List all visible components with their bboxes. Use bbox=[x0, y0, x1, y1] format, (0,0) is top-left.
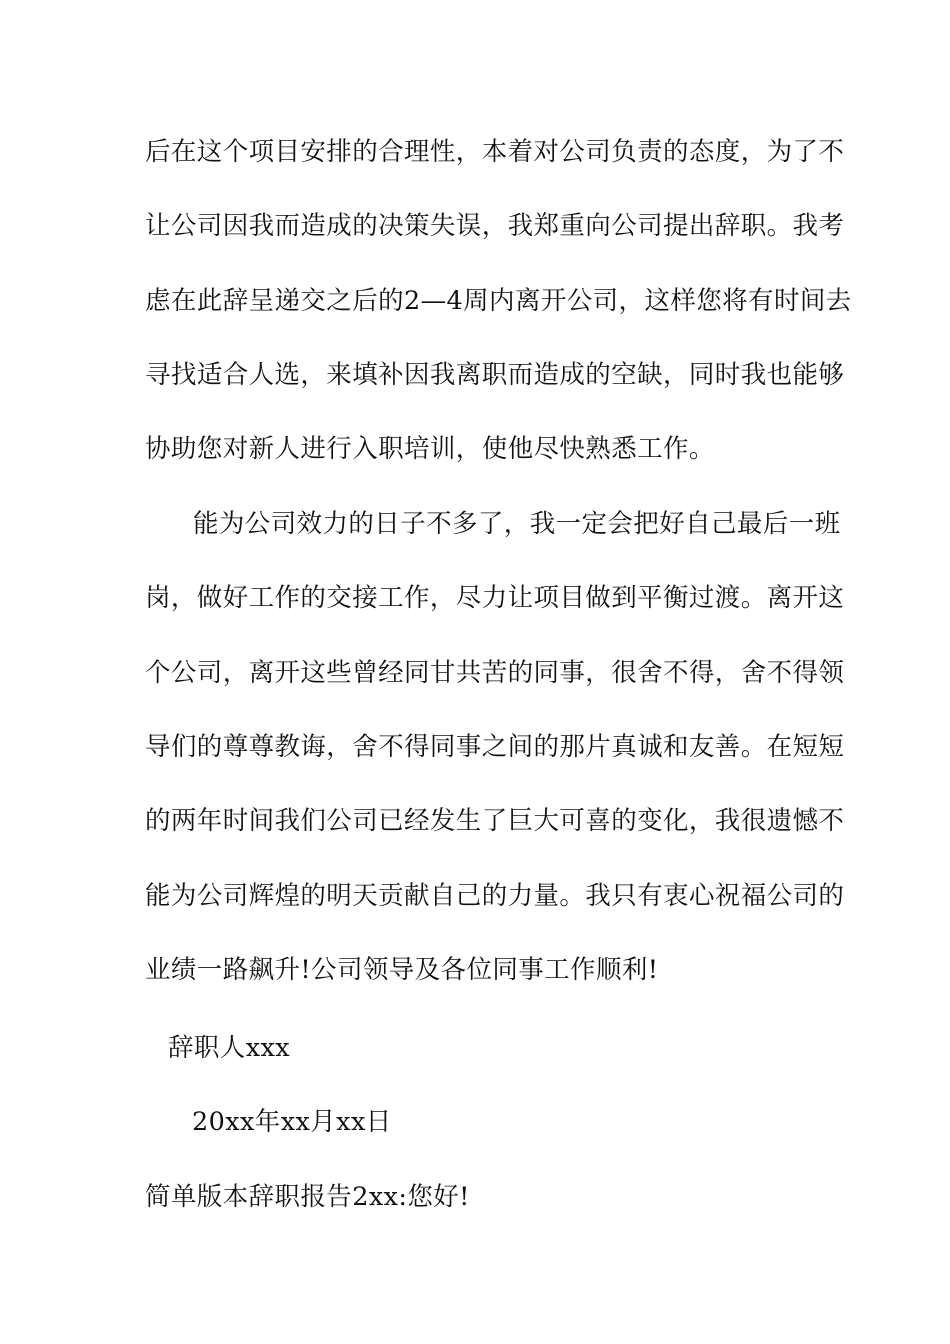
paragraph-2-line-6: 能为公司辉煌的明天贡献自己的力量。我只有衷心祝福公司的 bbox=[145, 881, 845, 911]
paragraph-1-line-2: 让公司因我而造成的决策失误，我郑重向公司提出辞职。我考 bbox=[145, 211, 845, 241]
paragraph-2-line-4: 导们的尊尊教诲，舍不得同事之间的那片真诚和友善。在短短 bbox=[145, 732, 845, 762]
date: 20xx年xx月xx日 bbox=[192, 1107, 392, 1137]
paragraph-2-line-2: 岗，做好工作的交接工作，尽力让项目做到平衡过渡。离开这 bbox=[145, 583, 845, 613]
paragraph-1-line-4: 寻找适合人选，来填补因我离职而造成的空缺，同时我也能够 bbox=[145, 360, 845, 390]
signature: 辞职人xxx bbox=[168, 1033, 291, 1063]
paragraph-1-line-1: 后在这个项目安排的合理性，本着对公司负责的态度，为了不 bbox=[145, 137, 845, 167]
paragraph-2-line-5: 的两年时间我们公司已经发生了巨大可喜的变化，我很遗憾不 bbox=[145, 806, 845, 836]
paragraph-2-line-1: 能为公司效力的日子不多了，我一定会把好自己最后一班 bbox=[193, 509, 841, 539]
next-section-heading: 简单版本辞职报告2xx:您好! bbox=[145, 1182, 470, 1212]
paragraph-1-line-3: 虑在此辞呈递交之后的2—4周内离开公司，这样您将有时间去 bbox=[145, 286, 852, 316]
paragraph-2-line-7: 业绩一路飙升!公司领导及各位同事工作顺利! bbox=[145, 955, 659, 985]
paragraph-2-line-3: 个公司，离开这些曾经同甘共苦的同事，很舍不得，舍不得领 bbox=[145, 658, 845, 688]
paragraph-1-line-5: 协助您对新人进行入职培训，使他尽快熟悉工作。 bbox=[145, 434, 715, 464]
